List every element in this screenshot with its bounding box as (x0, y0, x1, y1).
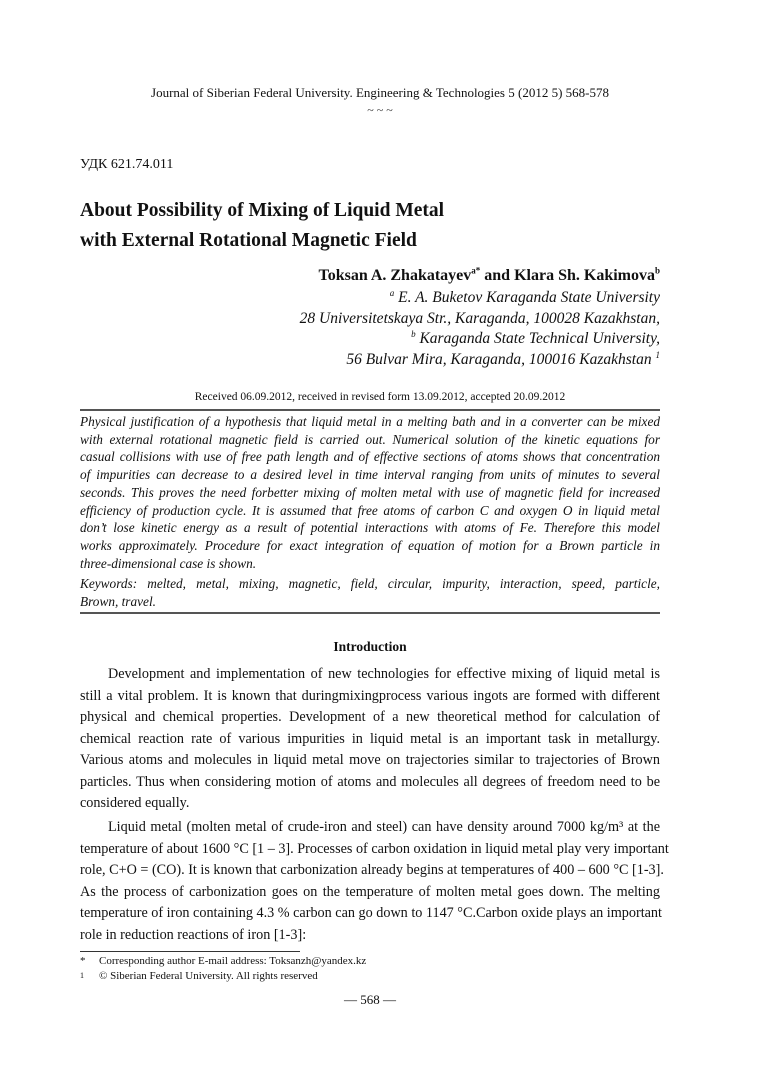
received-dates: Received 06.09.2012, received in revised form 13.09.2012, accepted 20.09.2012 (194, 391, 566, 403)
abstract-line: efficiency of production cycle. It is assumed that free atoms of carbon C and oxygen O in liquid metal (80, 502, 660, 518)
aff-sup: 1 (655, 349, 660, 360)
text-line: chemical reaction rate of various impurities in liquid metal is an important task in metallurgy. (80, 730, 660, 747)
affiliation-line (300, 329, 660, 350)
text-line: particles. Thus when considering motion of atoms and molecules all degrees of freedom need to be (80, 773, 660, 790)
aff-sup: b (411, 328, 416, 339)
abstract-line: three-dimensional case is shown. (80, 555, 257, 571)
abstract-line: with external rotational magnetic field is carried out. Numerical solution of the kinetic equations for (80, 431, 660, 447)
title-line: with External Rotational Magnetic Field (80, 230, 417, 251)
text-line: temperature of about 1600 °C [1 – 3]. Processes of carbon oxidation in liquid metal play very important (80, 840, 669, 857)
abstract-line: works approximately. Procedure for exact integration of equation of motion for a Brown particle in (80, 537, 660, 553)
text-line: role, C+O = (CO). It is known that carbonization already begins at temperatures of 400 – 600 °C [1-3]. (80, 862, 664, 878)
footnote-divider (80, 951, 300, 952)
text-line: As the process of carbonization goes on the temperature of molten metal goes down. The melting (80, 883, 660, 900)
affiliation-line (300, 350, 660, 371)
text-line: physical and chemical properties. Development of a new theoretical method for calculation of (80, 709, 660, 725)
text-line: Development and implementation of new technologies for effective mixing of liquid metal is (108, 666, 660, 682)
author-sup: b (654, 265, 660, 276)
footnote-text: Corresponding author E-mail address: Toksanzh@yandex.kz (99, 955, 367, 967)
aff-text: E. A. Buketov Karaganda State University (394, 289, 660, 306)
paragraph (80, 664, 660, 815)
keywords-line: Brown, travel. (80, 593, 156, 609)
affiliation-line (300, 309, 660, 330)
journal-header: Journal of Siberian Federal University. Engineering & Technologies 5 (2012 5) 568-578 (151, 85, 609, 100)
header-ornament: ~ ~ ~ (367, 103, 393, 117)
footnote-mark: 1 (80, 971, 84, 980)
abstract-line: seconds. This proves the need forbetter mixing of molten metal with use of magnetic field for increased (80, 484, 660, 500)
author-and: and (480, 267, 515, 284)
author-sup: a* (471, 265, 481, 276)
title-line: About Possibility of Mixing of Liquid Metal (80, 200, 445, 221)
aff-text: 56 Bulvar Mira, Karaganda, 100016 Kazakhstan (346, 350, 656, 368)
divider (80, 612, 660, 614)
paragraph (80, 817, 669, 946)
abstract-line: casual collisions with use of free path length and of effective sections of atoms shows that concentration (80, 449, 660, 465)
text-line: role in reduction reactions of iron [1-3]: (80, 926, 307, 943)
page-number: — 568 — (344, 992, 396, 1007)
text-line: temperature of iron containing 4.3 % carbon can go down to 1147 °C.Carbon oxide plays an important (80, 905, 662, 921)
udk-code: УДК 621.74.011 (80, 157, 174, 172)
text-line: still a vital problem. It is known that duringmixingprocess various ingots are formed with different (80, 687, 660, 704)
footnote-text: © Siberian Federal University. All rights reserved (99, 970, 318, 982)
footnote (80, 954, 366, 968)
affiliation-line (300, 288, 660, 309)
section-heading: Introduction (333, 639, 407, 654)
paper-title (80, 196, 444, 256)
abstract-line: Physical justification of a hypothesis that liquid metal in a melting bath and in a converter can be mixed (80, 414, 660, 429)
text-line: Liquid metal (molten metal of crude-iron and steel) can have density around 7000 kg/m³ at the (108, 819, 660, 835)
aff-text: Karaganda State Technical University, (415, 330, 660, 347)
text-line: considered equally. (80, 795, 190, 811)
abstract-line: don’t lose kinetic energy as a result of potential interactions with atoms of Fe. Therefore this model (80, 520, 660, 536)
authors (318, 266, 660, 285)
author-name: Toksan A. Zhakatayev (318, 267, 472, 284)
footnote (80, 969, 318, 983)
keywords-line: Keywords: melted, metal, mixing, magnetic, field, circular, impurity, interaction, speed, particle, (80, 576, 660, 591)
author-name: Klara Sh. Kakimova (514, 267, 655, 284)
keywords (80, 575, 660, 610)
affiliations (300, 288, 660, 370)
divider (80, 409, 660, 411)
abstract (80, 413, 660, 572)
aff-text: 28 Universitetskaya Str., Karaganda, 100028 Kazakhstan, (299, 309, 660, 327)
aff-sup: a (389, 287, 395, 298)
footnote-mark: * (80, 955, 86, 967)
text-line: Various atoms and molecules in liquid metal move on trajectories similar to trajectories of Brown (80, 752, 660, 768)
abstract-line: of impurities can decrease to a desired level in time interval ranging from units of minutes to several (80, 467, 660, 483)
